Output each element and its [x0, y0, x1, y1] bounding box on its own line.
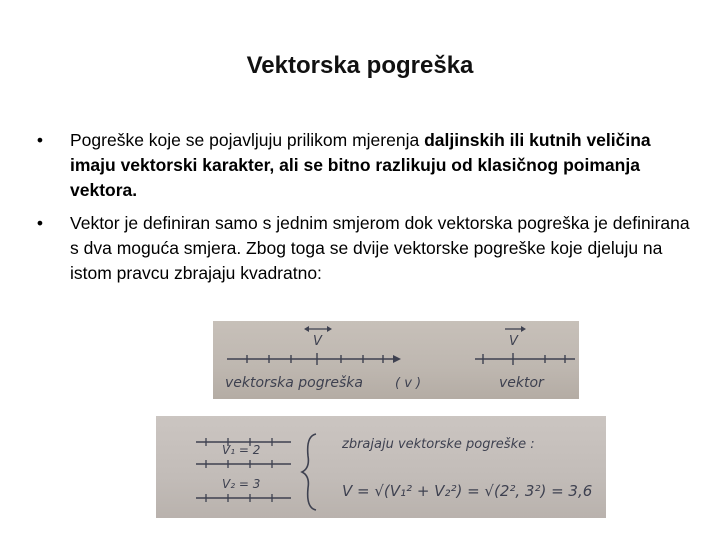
label-vektorska-pogreska: vektorska pogreška [225, 375, 363, 391]
label-v2: V₂ = 3 [222, 477, 261, 491]
label-vektor-symbol: ( v ) [395, 376, 422, 391]
handwritten-formula-photo [156, 416, 606, 518]
bullet-2-text: Vektor je definiran samo s jednim smjerom dok vektorska pogreška je definirana s dva moguća smjera. Zbog toga se dvije vektorske pogreške koje djeluju na istom pravcu zbrajaju kvadratno: [70, 213, 690, 283]
label-v-left: V [313, 334, 322, 349]
bullet-marker: • [36, 213, 44, 233]
label-zbrajaju-heading: zbrajaju vektorske pogreške : [342, 437, 535, 452]
bullet-list [30, 128, 690, 294]
bullet-item-2 [30, 211, 690, 286]
bullet-marker: • [36, 130, 44, 150]
handwritten-vector-photo [213, 321, 579, 399]
slide-title: Vektorska pogreška [246, 52, 474, 79]
bullet-1-bold-text: daljinskih ili kutnih veličina imaju vektorski karakter, ali se bitno razlikuju od klasičnog poimanja vektora. [70, 130, 651, 200]
bullet-1-text: Pogreške koje se pojavljuju prilikom mjerenja [70, 130, 425, 150]
label-vektor: vektor [499, 375, 544, 391]
label-v-right: V [509, 334, 518, 349]
bullet-item-1 [30, 128, 690, 203]
label-v1: V₁ = 2 [222, 443, 261, 457]
label-formula: V = √(V₁² + V₂²) = √(2², 3²) = 3,6 [342, 482, 593, 500]
